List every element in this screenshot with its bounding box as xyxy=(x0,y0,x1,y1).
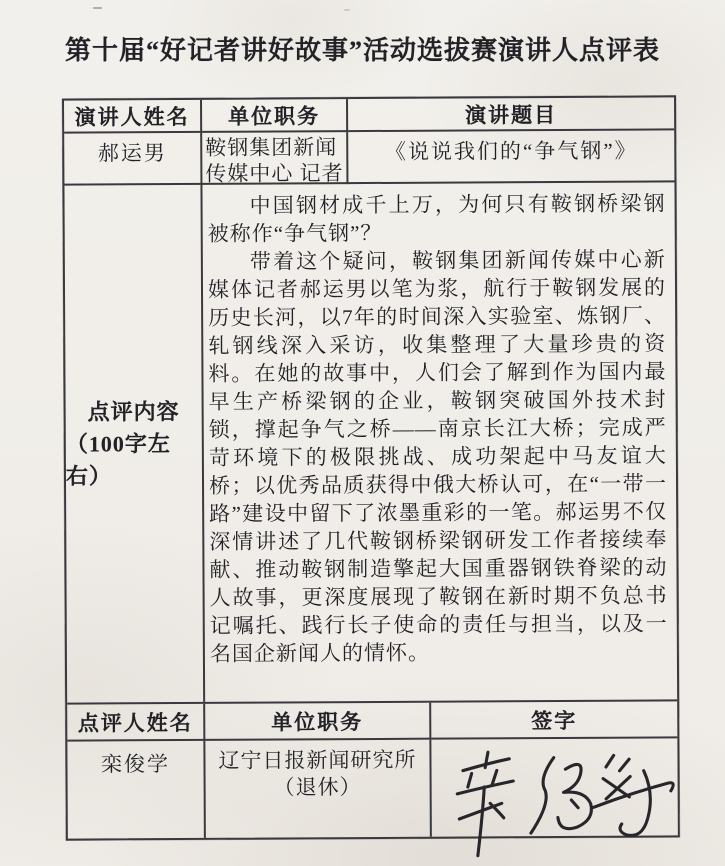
comment-paragraph-1: 中国钢材成千上万，为何只有鞍钢桥梁钢被称作“争气钢”？ xyxy=(207,191,666,246)
reviewer-section xyxy=(67,699,678,838)
speaker-unit-line1: 鞍钢集团新闻 xyxy=(205,135,338,160)
signature-cell xyxy=(431,738,678,836)
handwritten-signature-icon xyxy=(445,740,678,865)
scan-artifact xyxy=(344,9,350,11)
speaker-name-cell: 郝运男 xyxy=(64,133,202,186)
comment-label-line2: （100字左右） xyxy=(65,430,171,489)
reviewer-signature-header: 签字 xyxy=(431,701,677,739)
speaker-unit-cell xyxy=(202,132,348,185)
review-form-table xyxy=(62,95,680,840)
speaker-and-comment-section xyxy=(64,97,677,702)
reviewer-name-cell: 栾俊学 xyxy=(67,741,206,839)
speaker-topic-header: 演讲题目 xyxy=(348,97,674,132)
comment-label-line1: 点评内容 xyxy=(87,398,180,424)
speaker-unit-header: 单位职务 xyxy=(202,99,348,133)
speaker-unit-line2: 传媒中心 记者 xyxy=(205,161,344,186)
comment-label-cell xyxy=(64,185,205,703)
speaker-name-header: 演讲人姓名 xyxy=(64,100,202,134)
page-title: 第十届“好记者讲好故事”活动选拔赛演讲人点评表 xyxy=(64,36,660,65)
reviewer-unit-line1: 辽宁日报新闻研究所 xyxy=(218,747,417,773)
comment-content-cell xyxy=(202,182,677,701)
reviewer-name-header: 点评人姓名 xyxy=(67,704,205,742)
comment-paragraph-2: 带着这个疑问，鞍钢集团新闻传媒中心新媒体记者郝运男以笔为浆，航行于鞍钢发展的历史长河，以7年的时间深入实验室、炼钢厂、轧钢线深入采访，收集整理了大量珍贵的资料。在她的故事中，人们会了解到作为国内最早生产桥梁钢的企业，鞍钢突破国外技术封锁，撑起争气之桥——南京长江大桥；完成严苛环境下的极限挑战、成功架起中马友谊大桥；以优秀品质获得中俄大桥认可，在“一带一路”建设中留下了浓墨重彩的一笔。郝运男不仅深情讲述了几代鞍钢桥梁钢研发工作者接续奉献、推动鞍钢制造擎起大国重器钢铁脊梁的动人故事，更深度展现了鞍钢在新时期不负总书记嘱托、践行长子使命的责任与担当，以及一名国企新闻人的情怀。 xyxy=(207,247,668,666)
speaker-topic-cell: 《说说我们的“争气钢”》 xyxy=(348,130,674,184)
scan-artifact xyxy=(93,7,102,9)
reviewer-unit-cell xyxy=(205,740,432,838)
reviewer-unit-header: 单位职务 xyxy=(205,703,431,741)
reviewer-unit-line2: （退休） xyxy=(273,775,362,800)
